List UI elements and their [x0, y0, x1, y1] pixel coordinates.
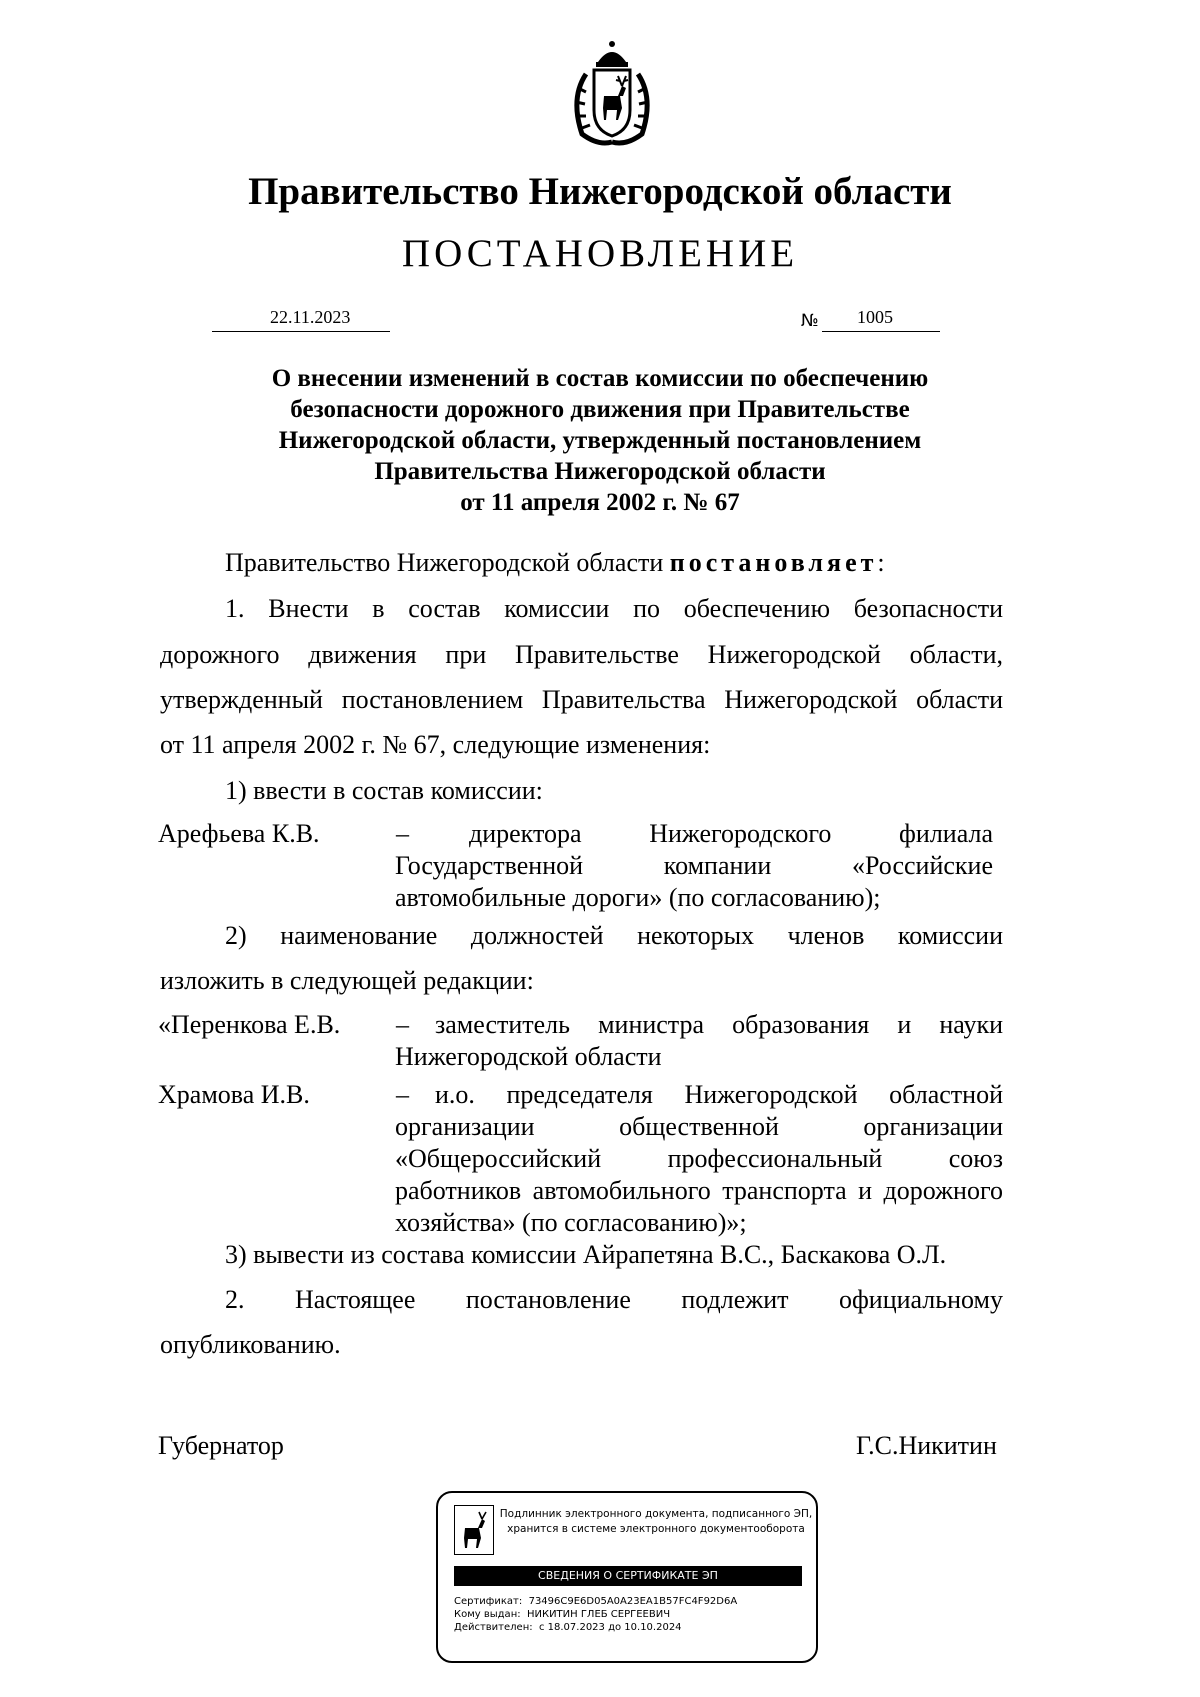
number-sign: №	[801, 311, 819, 331]
subitem-1: 1) ввести в состав комиссии:	[225, 776, 543, 805]
preamble-verb: постановляет	[669, 548, 878, 577]
item2-line: опубликованию.	[160, 1330, 341, 1359]
electronic-signature-stamp	[436, 1491, 818, 1663]
subitem-3: 3) вывести из состава комиссии Айрапетяна В.С., Баскакова О.Л.	[225, 1240, 947, 1269]
organization-title: Правительство Нижегородской области	[248, 170, 952, 213]
heading-line: О внесении изменений в состав комиссии по обеспечению	[271, 365, 929, 392]
member-dash: –	[396, 1010, 409, 1039]
document-type: ПОСТАНОВЛЕНИЕ	[401, 232, 799, 275]
member-description	[395, 1009, 1003, 1073]
document-heading	[160, 363, 1040, 518]
member-line: заместитель министра образования и науки	[435, 1010, 1003, 1039]
preamble	[225, 548, 885, 578]
member-line: автомобильные дороги» (по согласованию);	[395, 883, 881, 912]
member-description	[395, 1079, 1003, 1239]
item1-line: от 11 апреля 2002 г. № 67, следующие изменения:	[160, 730, 711, 759]
preamble-text: Правительство Нижегородской области	[225, 548, 670, 577]
preamble-colon: :	[877, 548, 885, 577]
member-name: «Перенкова Е.В.	[158, 1010, 341, 1039]
signatory-name: Г.С.Никитин	[856, 1431, 997, 1460]
validity-label: Действителен:	[454, 1622, 533, 1633]
member-line: работников автомобильного транспорта и дорожного	[395, 1176, 1003, 1205]
member-line: Нижегородской области	[395, 1042, 662, 1071]
certificate-value: 73496C9E6D05A0A23EA1B57FC4F92D6A	[528, 1596, 738, 1607]
stamp-text: Подлинник электронного документа, подписанного ЭП,	[499, 1508, 813, 1520]
member-description	[395, 818, 993, 914]
member-name: Арефьева К.В.	[158, 819, 320, 848]
signatory-position: Губернатор	[158, 1431, 284, 1460]
heading-line: Нижегородской области, утвержденный постановлением	[278, 427, 922, 454]
member-dash: –	[396, 819, 409, 848]
member-dash: –	[396, 1080, 409, 1109]
member-line: и.о. председателя Нижегородской областной	[435, 1080, 1003, 1109]
member-line: организации общественной организации	[395, 1112, 1003, 1141]
stamp-owner-row	[454, 1608, 670, 1621]
validity-value: с 18.07.2023 до 10.10.2024	[538, 1622, 682, 1633]
stamp-text: хранится в системе электронного документооборота	[507, 1523, 805, 1535]
document-number: 1005	[857, 307, 893, 327]
document-date: 22.11.2023	[270, 307, 351, 327]
subitem-2-line: 2) наименование должностей некоторых членов комиссии	[225, 921, 1003, 950]
member-line: директора Нижегородского филиала	[469, 819, 993, 848]
item1-line: дорожного движения при Правительстве Нижегородской области,	[160, 640, 1003, 669]
stamp-title: СВЕДЕНИЯ О СЕРТИФИКАТЕ ЭП	[454, 1566, 802, 1586]
stamp-certificate-row	[454, 1595, 737, 1608]
subitem-2-line: изложить в следующей редакции:	[160, 966, 534, 995]
owner-value: НИКИТИН ГЛЕБ СЕРГЕЕВИЧ	[526, 1609, 671, 1620]
coat-of-arms-icon	[560, 38, 664, 150]
heading-line: от 11 апреля 2002 г. № 67	[460, 489, 740, 516]
member-line: «Общероссийский профессиональный союз	[395, 1144, 1003, 1173]
item2-line: 2. Настоящее постановление подлежит официальному	[225, 1285, 1003, 1314]
member-line: Государственной компании «Российские	[395, 851, 993, 880]
certificate-label: Сертификат:	[454, 1596, 523, 1607]
member-line: хозяйства» (по согласованию)»;	[395, 1208, 747, 1237]
owner-label: Кому выдан:	[454, 1609, 521, 1620]
heading-line: Правительства Нижегородской области	[374, 458, 826, 485]
stamp-validity-row	[454, 1621, 682, 1634]
number-underline	[822, 331, 940, 332]
date-underline	[212, 331, 390, 332]
heading-line: безопасности дорожного движения при Правительстве	[290, 396, 910, 423]
deer-emblem-icon	[454, 1505, 494, 1555]
member-name: Храмова И.В.	[158, 1080, 310, 1109]
item1-line: 1. Внести в состав комиссии по обеспечению безопасности	[225, 594, 1003, 623]
item1-line: утвержденный постановлением Правительства Нижегородской области	[160, 685, 1003, 714]
